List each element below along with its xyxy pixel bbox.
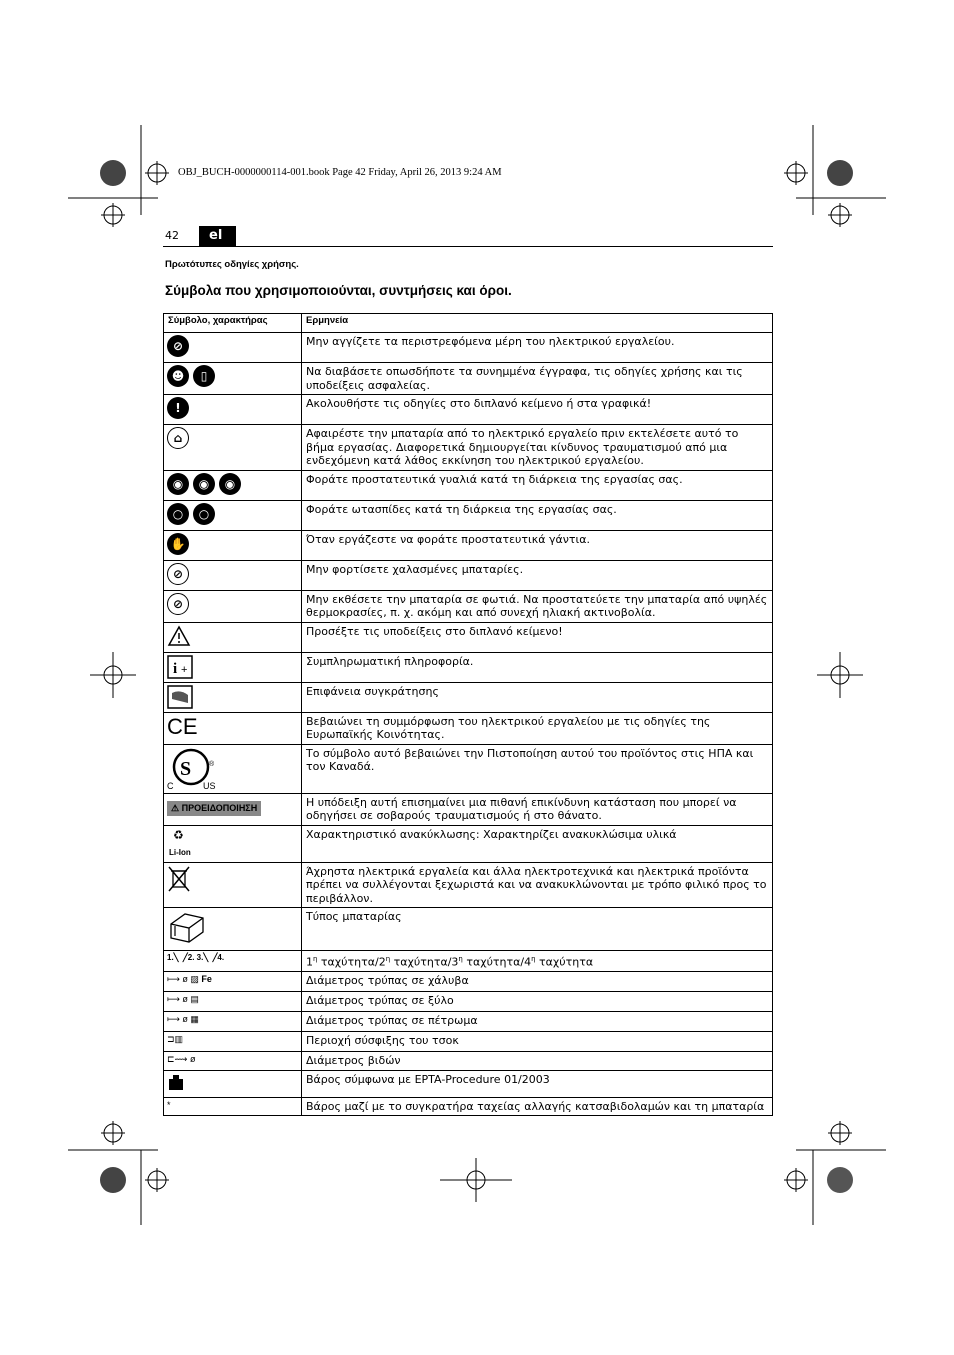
row-text: Φοράτε προστατευτικά γυαλιά κατά τη διάρκεια της εργασίας σας. (302, 470, 773, 500)
table-row (164, 560, 773, 590)
svg-text:i: i (173, 660, 178, 677)
ordinal-mark: η (313, 955, 318, 963)
table-row (164, 333, 773, 363)
ordinal-mark: η (385, 955, 391, 963)
symbols-table (163, 313, 773, 1116)
crossed-bin-icon (167, 865, 191, 893)
row-text: Επιφάνεια συγκράτησης (302, 682, 773, 712)
diameter-symbol: ø (182, 974, 188, 985)
warning-triangle-icon (167, 625, 191, 647)
row-text: Βάρος σύμφωνα με EPTA-Procedure 01/2003 (302, 1070, 773, 1097)
asterisk-icon: * (167, 1099, 171, 1110)
ce-mark-icon: CE (167, 713, 198, 739)
table-row (164, 1097, 773, 1116)
table-row (164, 470, 773, 500)
ordinal-mark: η (531, 955, 536, 963)
row-text: Βάρος μαζί με το συγκρατήρα ταχείας αλλαγής κατσαβιδολαμών και τη μπαταρία (302, 1097, 773, 1116)
csa-us-label: US (203, 780, 216, 791)
book-slug: OBJ_BUCH-0000000114-001.book Page 42 Friday, April 26, 2013 9:24 AM (178, 167, 502, 178)
speed-2-label: 2. (187, 953, 195, 962)
column-header-meaning: Ερμηνεία (302, 314, 773, 333)
row-text: Χαρακτηριστικό ανακύκλωσης: Χαρακτηρίζει ανακυκλώσιμα υλικά (302, 825, 773, 862)
table-row (164, 425, 773, 471)
no-fire-icon: ⊘ (167, 593, 189, 615)
row-text: Διάμετρος βιδών (302, 1052, 773, 1071)
weight-icon (167, 1073, 185, 1091)
csa-reg-label: ® (209, 760, 215, 768)
row-text: Βεβαιώνει τη συμμόρφωση του ηλεκτρικού εργαλείου με τις οδηγίες της Ευρωπαϊκής Κοινότητας. (302, 712, 773, 744)
csa-mark-icon (167, 747, 227, 791)
row-text: Ακολουθήστε τις οδηγίες στο διπλανό κείμενο ή στα γραφικά! (302, 395, 773, 425)
csa-c-label: C (167, 780, 174, 791)
table-row (164, 622, 773, 652)
info-plus-icon (167, 655, 193, 679)
drill-masonry-icon: ⟼ ø ▦ (167, 1014, 199, 1025)
table-row (164, 500, 773, 530)
li-ion-label: Li-Ion (169, 847, 191, 857)
table-row (164, 682, 773, 712)
section-title: Σύμβολα που χρησιμοποιούνται, συντμήσεις και όροι. (165, 283, 512, 298)
row-text: Μην φορτίσετε χαλασμένες μπαταρίες. (302, 560, 773, 590)
row-text: Μην αγγίζετε τα περιστρεφόμενα μέρη του ηλεκτρικού εργαλείου. (302, 333, 773, 363)
speed-3-label: 3. (196, 953, 204, 962)
table-row (164, 744, 773, 793)
column-header-symbol: Σύμβολο, χαρακτήρας (164, 314, 302, 333)
language-tab: el (199, 226, 236, 246)
speed-1-label: 1. (167, 953, 174, 962)
remove-battery-icon: ⌂ (167, 427, 189, 449)
row-text: Μην εκθέσετε την μπαταρία σε φωτιά. Να προστατεύετε την μπαταρία από υψηλές θερμοκρασίες, π. χ. ακόμη και από συνεχή ηλιακή ακτινοβολία. (302, 590, 773, 622)
table-row (164, 951, 773, 972)
row-text: Το σύμβολο αυτό βεβαιώνει την Πιστοποίηση αυτού του προϊόντος στις ΗΠΑ και τον Καναδά. (302, 744, 773, 793)
diameter-symbol: ø (182, 1014, 188, 1025)
row-text: Όταν εργάζεστε να φοράτε προστατευτικά γάντια. (302, 530, 773, 560)
recycling-li-ion-icon: ♻ Li-Ion (169, 827, 191, 857)
row-text: Να διαβάσετε οπωσδήποτε τα συνημμένα έγγραφα, τις οδηγίες χρήσης και τις υποδείξεις ασφαλείας. (302, 363, 773, 395)
table-row (164, 363, 773, 395)
drill-wood-icon: ⟼ ø ▤ (167, 994, 199, 1005)
table-row (164, 530, 773, 560)
table-row (164, 652, 773, 682)
safety-goggles-icon: ◉ ◉ ◉ (167, 473, 298, 495)
table-row (164, 590, 773, 622)
diameter-symbol: ø (182, 994, 188, 1005)
warning-badge-icon: ⚠ ΠΡΟΕΙΔΟΠΟΙΗΣΗ (167, 801, 261, 816)
speed-text-part: 1 (306, 955, 313, 969)
table-row (164, 1032, 773, 1052)
row-text: Περιοχή σύσφιξης του τσοκ (302, 1032, 773, 1052)
speed-text-part: ταχύτητα/2 (317, 955, 386, 969)
row-text: Προσέξτε τις υποδείξεις στο διπλανό κείμενο! (302, 622, 773, 652)
row-text: Τύπος μπαταρίας (302, 908, 773, 951)
table-row (164, 908, 773, 951)
table-row (164, 972, 773, 992)
row-text: Διάμετρος τρύπας σε ξύλο (302, 992, 773, 1012)
table-header-row (164, 314, 773, 333)
read-manual-icon: ☻ ▯ (167, 365, 298, 387)
diameter-symbol: ø (189, 1054, 196, 1065)
table-row (164, 395, 773, 425)
no-charge-damaged-battery-icon: ⊘ (167, 563, 189, 585)
no-touch-rotating-icon: ⊘ (167, 335, 189, 357)
row-text: Άχρηστα ηλεκτρικά εργαλεία και άλλα ηλεκτροτεχνικά και ηλεκτρικά προϊόντα πρέπει να συλλέγονται ξεχωριστά και να ανακυκλώνονται με τρόπο φιλικό προς το περιβάλλον. (302, 862, 773, 908)
speed-text-part: ταχύτητα (535, 955, 594, 969)
table-row (164, 1012, 773, 1032)
speed-4-label: 4. (217, 953, 225, 962)
table-row (164, 862, 773, 908)
table-row (164, 825, 773, 862)
speed-text-part: ταχύτητα/3 (390, 955, 459, 969)
row-text: Διάμετρος τρύπας σε πέτρωμα (302, 1012, 773, 1032)
fe-label: Fe (201, 974, 212, 985)
gloves-icon: ✋ (167, 533, 189, 555)
row-text: Συμπληρωματική πληροφορία. (302, 652, 773, 682)
grip-surface-icon (167, 685, 193, 709)
row-text: Η υπόδειξη αυτή επισημαίνει μια πιθανή επικίνδυνη κατάσταση που μπορεί να οδηγήσει σε σοβαρούς τραυματισμούς ή στο θάνατο. (302, 793, 773, 825)
warning-badge-label: ΠΡΟΕΙΔΟΠΟΙΗΣΗ (181, 802, 258, 813)
header-rule (163, 246, 773, 247)
chuck-range-icon: ⊐▥ (167, 1034, 184, 1045)
row-text: Φοράτε ωτασπίδες κατά τη διάρκεια της εργασίας σας. (302, 500, 773, 530)
table-row (164, 992, 773, 1012)
exclamation-icon: ! (167, 397, 189, 419)
table-row (164, 712, 773, 744)
table-row (164, 1052, 773, 1071)
row-text: Διάμετρος τρύπας σε χάλυβα (302, 972, 773, 992)
row-text (302, 951, 773, 972)
svg-text:+: + (181, 663, 188, 676)
drill-steel-icon: ⟼ ø ▨ Fe (167, 974, 212, 985)
ordinal-mark: η (458, 955, 463, 963)
table-row (164, 1070, 773, 1097)
row-text: Αφαιρέστε την μπαταρία από το ηλεκτρικό εργαλείο πριν εκτελέσετε αυτό το βήμα εργασίας. Διαφορετικά δημιουργείται κίνδυνος τραυματισμού από μια ενδεχόμενη κατά λάθος εκκίνηση του ηλεκτρικού εργαλείου. (302, 425, 773, 471)
gear-speed-icon: 1.╲ ╱2. 3.╲ ╱4. (167, 953, 225, 962)
svg-text:S: S (180, 757, 192, 780)
table-row (164, 793, 773, 825)
ear-protection-icon: ○ ○ (167, 503, 298, 525)
section-subtitle: Πρωτότυπες οδηγίες χρήσης. (165, 259, 299, 270)
screw-diameter-icon: ⊏⟿ ø (167, 1054, 196, 1065)
battery-type-icon (167, 910, 207, 944)
speed-text-part: ταχύτητα/4 (462, 955, 532, 969)
page-number: 42 (165, 229, 179, 242)
